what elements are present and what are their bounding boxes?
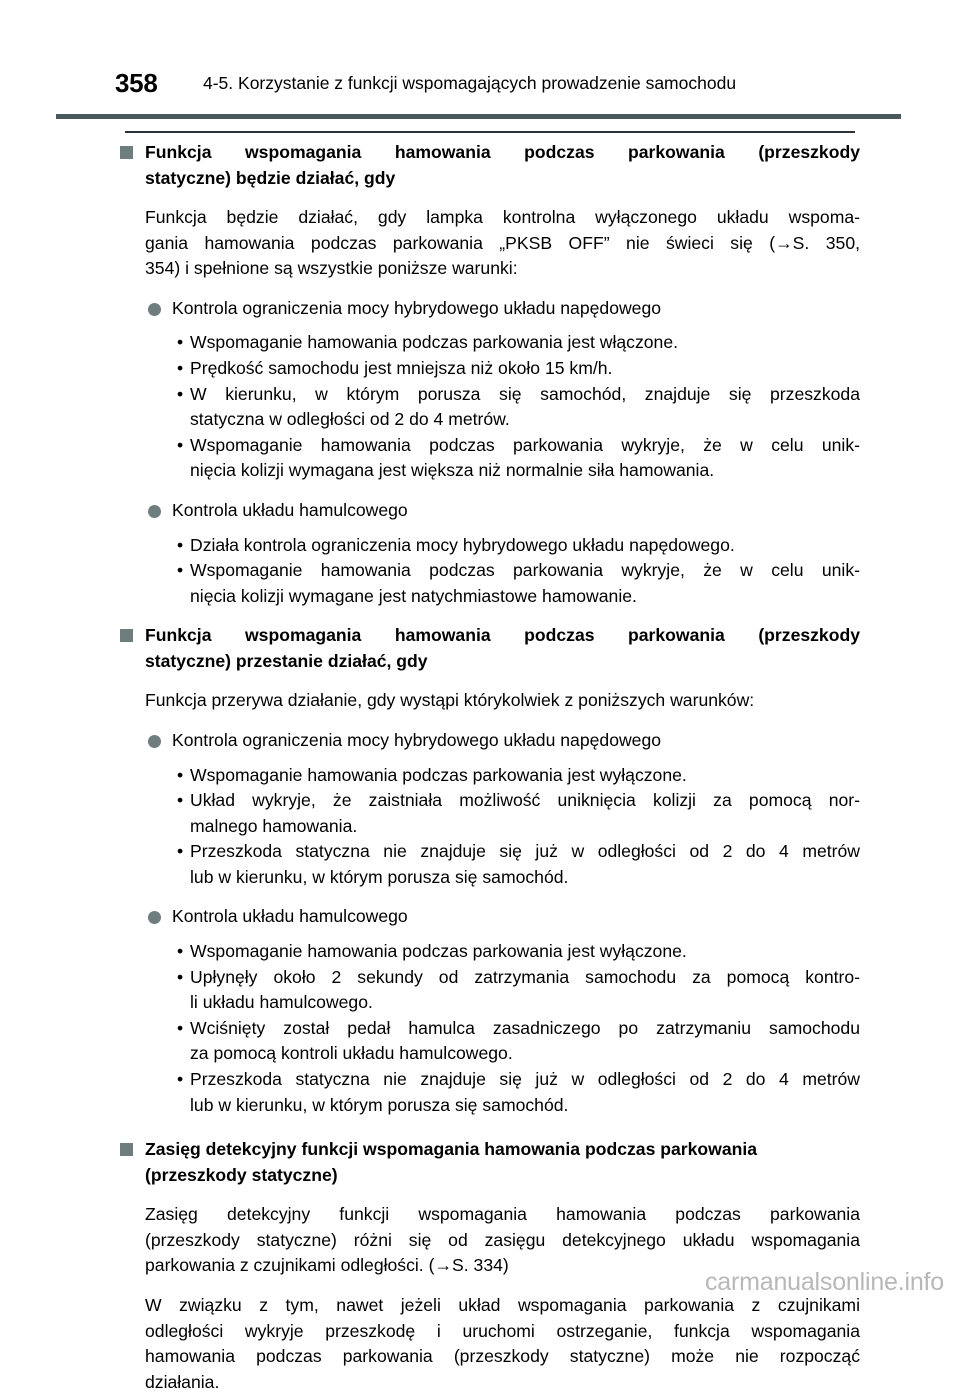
bullet-icon: • — [177, 534, 184, 555]
sub-item-line: Wspomaganie hamowania podczas parkowania wykryje, że w celu unik- — [190, 434, 860, 455]
page-header — [0, 0, 960, 112]
round-bullet-icon — [148, 911, 161, 924]
paragraph-line: działania. — [145, 1371, 220, 1392]
paragraph-line: W związku z tym, nawet jeżeli układ wspomagania parkowania z czujnikami — [145, 1295, 860, 1315]
sub-item-line: Przeszkoda statyczna nie znajduje się już w odległości od 2 do 4 metrów — [190, 1069, 860, 1090]
heading-function-will-work — [0, 140, 960, 191]
round-bullet-icon — [148, 735, 161, 748]
sub-item-line: Wspomaganie hamowania podczas parkowania jest wyłączone. — [190, 764, 687, 785]
paragraph-stop-conditions-intro — [0, 688, 960, 714]
bullet-icon: • — [177, 764, 184, 785]
sub-list-item — [0, 788, 960, 839]
spacer — [0, 1188, 960, 1202]
sub-item-line: lub w kierunku, w którym porusza się samochód. — [190, 1094, 569, 1115]
list-item-hybrid-power-control — [0, 296, 960, 322]
heading-detection-range — [0, 1137, 960, 1188]
heading-line: Funkcja wspomagania hamowania podczas parkowania (przeszkody — [145, 625, 860, 646]
list-item-brake-system-control — [0, 498, 960, 524]
spacer — [0, 321, 960, 330]
spacer — [0, 674, 960, 688]
bullet-icon: • — [177, 790, 184, 811]
paragraph-line: Funkcja przerywa działanie, gdy wystąpi którykolwiek z poniższych warunków: — [145, 690, 755, 711]
paragraph-line: hamowania podczas parkowania (przeszkody statyczne) może nie rozpocząć — [145, 1346, 860, 1367]
heading-line: Funkcja wspomagania hamowania podczas parkowania (przeszkody — [145, 142, 860, 162]
sub-item-line: Upłynęły około 2 sekundy od zatrzymania samochodu za pomocą kontro- — [190, 966, 860, 987]
sub-item-line: nięcia kolizji wymagane jest natychmiastowe hamowanie. — [190, 585, 637, 606]
bullet-icon: • — [177, 383, 184, 404]
list-item-label: Kontrola układu hamulcowego — [172, 499, 408, 520]
bullet-icon: • — [177, 966, 184, 987]
sub-item-line: Działa kontrola ograniczenia mocy hybrydowego układu napędowego. — [190, 534, 735, 555]
heading-function-will-stop — [0, 623, 960, 674]
spacer — [0, 890, 960, 904]
sub-item-line: nięcia kolizji wymagana jest większa niż normalnie siła hamowania. — [190, 460, 715, 481]
spacer — [0, 524, 960, 533]
header-rule-thin — [125, 131, 855, 133]
bullet-icon: • — [177, 841, 184, 862]
list-item-label: Kontrola ograniczenia mocy hybrydowego układu napędowego — [172, 729, 662, 750]
square-bullet-icon — [120, 1143, 133, 1156]
sub-item-line: W kierunku, w którym porusza się samochód, znajduje się przeszkoda — [190, 383, 860, 404]
paragraph-note-may-not-start — [0, 1293, 960, 1395]
sub-list-item — [0, 939, 960, 965]
round-bullet-icon — [148, 505, 161, 518]
heading-line: statyczne) będzie działać, gdy — [145, 167, 396, 188]
list-item-hybrid-power-control-2 — [0, 728, 960, 754]
sub-item-line: za pomocą kontroli układu hamulcowego. — [190, 1043, 513, 1064]
bullet-icon: • — [177, 332, 184, 353]
section-title: 4-5. Korzystanie z funkcji wspomagających prowadzenie samochodu — [203, 73, 737, 93]
header-rule-thick — [56, 114, 901, 119]
paragraph-conditions-intro — [0, 205, 960, 282]
sub-list-item — [0, 533, 960, 559]
sub-list-item — [0, 356, 960, 382]
spacer — [0, 754, 960, 763]
sub-item-line: Wspomaganie hamowania podczas parkowania jest wyłączone. — [190, 941, 687, 962]
paragraph-line: parkowania z czujnikami odległości. (→S. 334) — [145, 1255, 509, 1276]
paragraph-line: odległości wykryje przeszkodę i uruchomi ostrzeganie, funkcja wspomagania — [145, 1320, 860, 1341]
spacer — [0, 1118, 960, 1137]
sub-item-line: Prędkość samochodu jest mniejsza niż około 15 km/h. — [190, 357, 613, 378]
spacer — [0, 282, 960, 296]
heading-line: statyczne) przestanie działać, gdy — [145, 650, 428, 671]
bullet-icon: • — [177, 560, 184, 581]
sub-list-item — [0, 763, 960, 789]
sub-list-item — [0, 1067, 960, 1118]
spacer — [0, 609, 960, 623]
list-item-label: Kontrola układu hamulcowego — [172, 906, 408, 927]
paragraph-line: Funkcja będzie działać, gdy lampka kontrolna wyłączonego układu wspoma- — [145, 207, 860, 227]
sub-item-line: Układ wykryje, że zaistniała możliwość uniknięcia kolizji za pomocą nor- — [190, 790, 860, 811]
paragraph-line: gania hamowania podczas parkowania „PKSB OFF” nie świeci się (→S. 350, — [145, 232, 860, 253]
sub-item-line: lub w kierunku, w którym porusza się samochód. — [190, 866, 569, 887]
sub-list-item — [0, 330, 960, 356]
sub-item-line: Wciśnięty został pedał hamulca zasadniczego po zatrzymaniu samochodu — [190, 1017, 860, 1038]
heading-line: (przeszkody statyczne) — [145, 1164, 338, 1185]
page-content — [0, 140, 960, 1395]
sub-item-line: Wspomaganie hamowania podczas parkowania wykryje, że w celu unik- — [190, 560, 860, 581]
sub-item-line: Wspomaganie hamowania podczas parkowania jest włączone. — [190, 332, 679, 353]
heading-line: Zasięg detekcyjny funkcji wspomagania hamowania podczas parkowania — [145, 1139, 758, 1160]
sub-list-item — [0, 558, 960, 609]
list-item-brake-system-control-2 — [0, 904, 960, 930]
sub-list-item — [0, 433, 960, 484]
sub-item-line: statyczna w odległości od 2 do 4 metrów. — [190, 409, 510, 430]
page-number: 358 — [115, 68, 158, 98]
paragraph-line: 354) i spełnione są wszystkie poniższe warunki: — [145, 258, 518, 279]
sub-item-line: Przeszkoda statyczna nie znajduje się już w odległości od 2 do 4 metrów — [190, 841, 860, 862]
sub-list-item — [0, 382, 960, 433]
sub-list-item — [0, 1016, 960, 1067]
round-bullet-icon — [148, 303, 161, 316]
spacer — [0, 484, 960, 498]
bullet-icon: • — [177, 434, 184, 455]
sub-item-line: li układu hamulcowego. — [190, 992, 373, 1013]
sub-list-item — [0, 839, 960, 890]
paragraph-line: (przeszkody statyczne) różni się od zasięgu detekcyjnego układu wspomagania — [145, 1229, 860, 1250]
bullet-icon: • — [177, 941, 184, 962]
bullet-icon: • — [177, 357, 184, 378]
footer-watermark: carmanualsonline.info — [704, 1268, 944, 1296]
paragraph-line: Zasięg detekcyjny funkcji wspomagania hamowania podczas parkowania — [145, 1204, 860, 1225]
spacer — [0, 191, 960, 205]
spacer — [0, 930, 960, 939]
square-bullet-icon — [120, 629, 133, 642]
sub-list-item — [0, 965, 960, 1016]
bullet-icon: • — [177, 1069, 184, 1090]
bullet-icon: • — [177, 1017, 184, 1038]
list-item-label: Kontrola ograniczenia mocy hybrydowego układu napędowego — [172, 297, 662, 318]
sub-item-line: malnego hamowania. — [190, 815, 358, 836]
spacer — [0, 714, 960, 728]
square-bullet-icon — [120, 146, 133, 159]
